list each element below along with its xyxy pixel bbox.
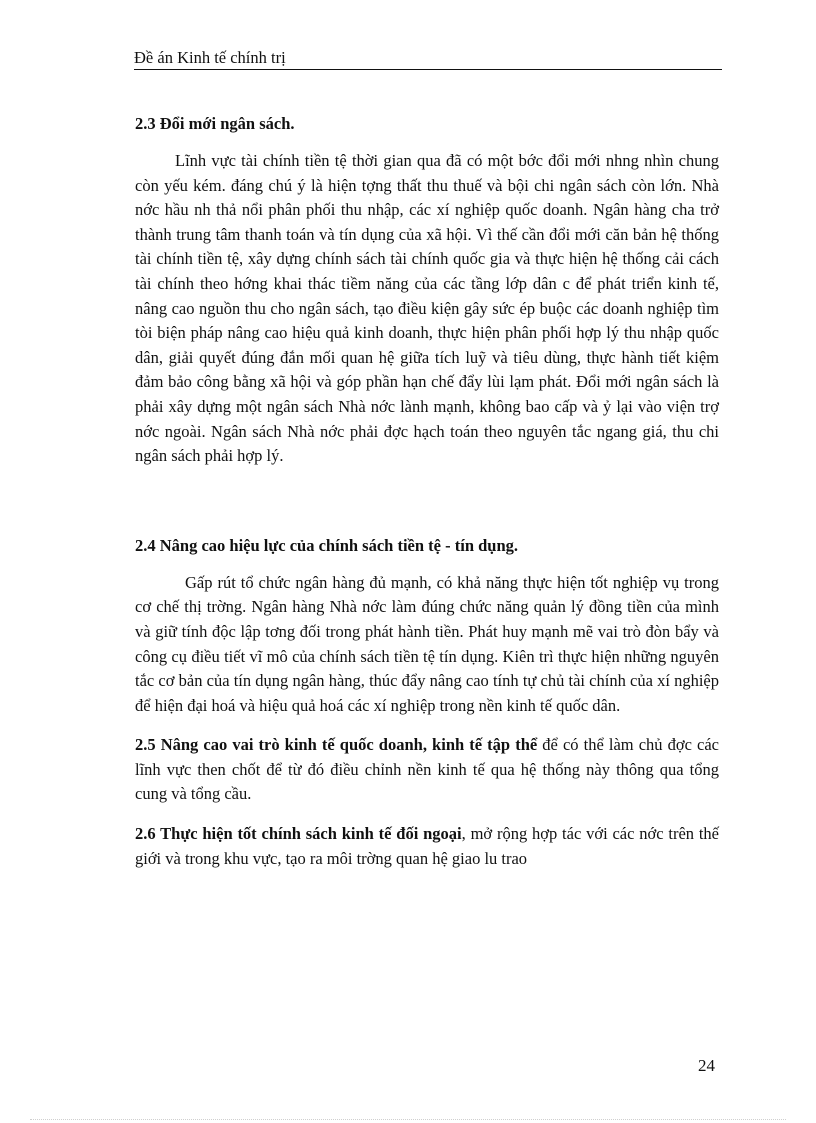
section-2-3-paragraph: Lĩnh vực tài chính tiền tệ thời gian qua đã có một bớc đổi mới nhng nhìn chung còn yếu kém. đáng chú ý là hiện tợng thất thu thuế và bội chi ngân sách còn lớn. Nhà nớc hầu nh thả nổi phân phối thu nhập, các xí nghiệp quốc doanh. Ngân hàng cha trở thành trung tâm thanh toán và tín dụng của xã hội. Vì thế cần đổi mới căn bản hệ thống tài chính tiền tệ, xây dựng chính sách tài chính quốc gia và thực hiện hệ thống cải cách tài chính theo hớng khai thác tiềm năng của các tầng lớp dân c để phát triển kinh tế, nâng cao nguồn thu cho ngân sách, tạo điều kiện gây sức ép buộc các doanh nghiệp tìm tòi biện pháp nâng cao hiệu quả kinh doanh, thực hiện phân phối hợp lý thu nhập quốc dân, giải quyết đúng đắn mối quan hệ giữa tích luỹ và tiêu dùng, thực hành tiết kiệm đảm bảo công bằng xã hội và góp phần hạn chế đẩy lùi lạm phát. Đổi mới ngân sách là phải xây dựng một ngân sách Nhà nớc lành mạnh, không bao cấp và ỷ lại vào viện trợ nớc ngoài. Ngân sách Nhà nớc phải đợc hạch toán theo nguyên tắc ngang giá, thu chi ngân sách phải hợp lý. (135, 151, 719, 466)
page-number: 24 (698, 1056, 715, 1075)
section-2-6-lead: 2.6 Thực hiện tốt chính sách kinh tế đối ngoại (135, 824, 462, 844)
page-bottom-divider (30, 1119, 786, 1120)
header-title: Đề án Kinh tế chính trị (134, 48, 286, 67)
section-2-5-text: để có thể làm chủ đợc các lĩnh vực then chốt để từ đó điều chỉnh nền kinh tế qua hệ thống này thông qua tổng cung và tổng cầu. (135, 735, 720, 804)
section-2-5-paragraph (135, 733, 719, 807)
section-2-6-text: , mở rộng hợp tác với các nớc trên thế giới và trong khu vực, tạo ra môi trờng quan hệ giao lu trao (135, 824, 720, 868)
section-2-4-paragraph: Gấp rút tổ chức ngân hàng đủ mạnh, có khả năng thực hiện tốt nghiệp vụ trong cơ chế thị trờng. Ngân hàng Nhà nớc làm đúng chức năng quản lý đồng tiền của mình và giữ tính độc lập tơng đối trong phát hành tiền. Phát huy mạnh mẽ vai trò đòn bẩy và công cụ điều tiết vĩ mô của chính sách tiền tệ tín dụng. Kiên trì thực hiện những nguyên tắc cơ bản của tín dụng ngân hàng, thúc đẩy nâng cao tính tự chủ tài chính của xí nghiệp để hiện đại hoá và hiệu quả hoá các xí nghiệp trong nền kinh tế quốc dân. (135, 572, 719, 715)
section-2-4-heading: 2.4 Nâng cao hiệu lực của chính sách tiền tệ - tín dụng. (135, 535, 519, 555)
section-2-5-lead: 2.5 Nâng cao vai trò kinh tế quốc doanh, kinh tế tập thể (135, 735, 538, 755)
section-2-6-paragraph (135, 822, 719, 871)
document-body (135, 112, 719, 871)
page-header (134, 48, 722, 70)
section-2-3-heading: 2.3 Đổi mới ngân sách. (135, 114, 295, 133)
